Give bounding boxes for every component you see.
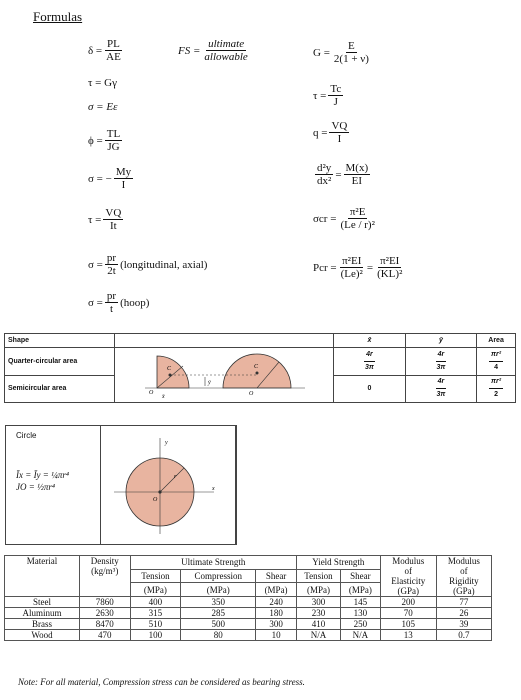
- page-title: Formulas: [33, 9, 83, 24]
- modulus-rigidity-value: 26: [436, 608, 491, 619]
- formula-flexure: σ = − $\frac{My}{I}$: [88, 166, 132, 191]
- svg-text:x̄: x̄: [162, 394, 165, 400]
- header-yield-tension: Tension: [296, 569, 340, 583]
- material-name: Aluminum: [5, 608, 80, 619]
- modulus-rigidity-value: 77: [436, 597, 491, 608]
- material-name: Steel: [5, 597, 80, 608]
- modulus-rigidity-value: 0.7: [436, 630, 491, 641]
- ultimate-compression-value: 500: [181, 619, 256, 630]
- ybar-quarter: $\frac{4r}{3\pi}$: [405, 348, 476, 376]
- yield-shear-value: 250: [341, 619, 381, 630]
- header-ultimate-strength: Ultimate Strength: [130, 556, 296, 570]
- svg-text:O: O: [249, 391, 254, 397]
- svg-text:O: O: [149, 390, 154, 396]
- ultimate-shear-value: 180: [256, 608, 297, 619]
- formula-factor-of-safety: FS = ultimate allowable: [178, 38, 248, 63]
- header-density: Density (kg/m³): [79, 556, 130, 597]
- header-ult-compression: Compression: [181, 569, 256, 583]
- circle-moment-of-inertia: Īx = Īy = ¼πr⁴: [16, 470, 70, 480]
- density-value: 8470: [79, 619, 130, 630]
- header-ybar: ȳ: [405, 334, 476, 348]
- ultimate-compression-value: 285: [181, 608, 256, 619]
- shape-name-semicircle: Semicircular area: [5, 375, 115, 403]
- svg-text:ȳ: ȳ: [208, 380, 211, 386]
- yield-tension-value: 230: [296, 608, 340, 619]
- formula-elastic-curve: $\frac{\text{d²y}}{\text{dx²}}$ = $\frac{M(x)}{EI}$: [317, 162, 369, 187]
- yield-shear-value: 130: [341, 608, 381, 619]
- formula-critical-stress: σcr = $\frac{\text{π²E}}{\text{(Le / r)²}}$: [313, 206, 375, 231]
- material-name: Brass: [5, 619, 80, 630]
- header-shape: Shape: [5, 334, 115, 348]
- modulus-elasticity-value: 70: [380, 608, 436, 619]
- header-ult-shear: Shear: [256, 569, 297, 583]
- unit-yield-tension: (MPa): [296, 583, 340, 597]
- yield-tension-value: 300: [296, 597, 340, 608]
- circle-polar-moment: JO = ½πr⁴: [16, 482, 55, 492]
- density-value: 2630: [79, 608, 130, 619]
- formula-torsion-stress: τ = $\frac{Tc}{J}$: [313, 83, 342, 108]
- shape-figure-cell: [115, 348, 334, 403]
- xbar-semicircle: 0: [334, 375, 405, 403]
- circle-box-divider: [100, 426, 101, 544]
- header-modulus-rigidity: Modulus of Rigidity (GPa): [436, 556, 491, 597]
- table-row: [5, 630, 492, 641]
- ultimate-shear-value: 10: [256, 630, 297, 641]
- density-value: 470: [79, 630, 130, 641]
- header-figure: [115, 334, 334, 348]
- unit-ult-shear: (MPa): [256, 583, 297, 597]
- table-row: [5, 597, 492, 608]
- modulus-elasticity-value: 13: [380, 630, 436, 641]
- formula-deformation: δ = $\frac{PL}{AE}$: [88, 38, 121, 63]
- modulus-elasticity-value: 105: [380, 619, 436, 630]
- formula-angle-of-twist: ϕ = $\frac{TL}{JG}$: [88, 128, 121, 153]
- shape-name-quarter: Quarter-circular area: [5, 348, 115, 376]
- formula-transverse-shear: τ = $\frac{VQ}{It}$: [88, 207, 122, 232]
- density-value: 7860: [79, 597, 130, 608]
- yield-shear-value: N/A: [341, 630, 381, 641]
- table-row: [5, 619, 492, 630]
- header-modulus-elasticity: Modulus of Elasticity (GPa): [380, 556, 436, 597]
- shape-properties-table: [4, 333, 516, 403]
- formula-hoop-stress: σ = $\frac{pr}{t}$ (hoop): [88, 290, 150, 315]
- yield-shear-value: 145: [341, 597, 381, 608]
- header-yield-shear: Shear: [341, 569, 381, 583]
- table-row: [5, 608, 492, 619]
- svg-text:x: x: [212, 486, 215, 492]
- formula-shear-strain: τ = Gγ: [88, 77, 117, 89]
- ultimate-compression-value: 80: [181, 630, 256, 641]
- ultimate-tension-value: 315: [130, 608, 181, 619]
- xbar-quarter: $\frac{4r}{3\pi}$: [334, 348, 405, 376]
- yield-tension-value: 410: [296, 619, 340, 630]
- header-material: Material: [5, 556, 80, 597]
- area-semicircle: $\frac{\text{πr²}}{2}$: [477, 375, 516, 403]
- svg-text:O: O: [153, 497, 158, 503]
- formula-shear-modulus: G = $\frac{E}{2(1 + \nu)}$: [313, 40, 369, 65]
- circle-diagram: [104, 434, 224, 538]
- header-ult-tension: Tension: [130, 569, 181, 583]
- materials-table: [4, 555, 492, 641]
- svg-text:C: C: [254, 364, 259, 370]
- formula-shear-flow: q = $\frac{VQ}{I}$: [313, 120, 348, 145]
- ybar-semicircle: $\frac{4r}{3\pi}$: [405, 375, 476, 403]
- ultimate-tension-value: 100: [130, 630, 181, 641]
- ultimate-compression-value: 350: [181, 597, 256, 608]
- circle-label: Circle: [16, 431, 37, 440]
- header-area: Area: [477, 334, 516, 348]
- modulus-elasticity-value: 200: [380, 597, 436, 608]
- ultimate-tension-value: 510: [130, 619, 181, 630]
- ultimate-shear-value: 240: [256, 597, 297, 608]
- unit-ult-tension: (MPa): [130, 583, 181, 597]
- circle-properties-box: [5, 425, 237, 545]
- svg-text:r: r: [174, 474, 177, 480]
- svg-text:C: C: [167, 366, 172, 372]
- formula-longitudinal-stress: σ = $\frac{pr}{2t}$ (longitudinal, axial): [88, 252, 208, 277]
- modulus-rigidity-value: 39: [436, 619, 491, 630]
- formula-critical-load: Pcr = $\frac{\text{π²EI}}{\text{(Le)²}}$ = $\frac{\text{π²EI}}{\text{(KL)²}}$: [313, 255, 403, 280]
- footnote: Note: For all material, Compression stress can be considered as bearing stress.: [18, 677, 305, 687]
- header-xbar: x̄: [334, 334, 405, 348]
- ultimate-tension-value: 400: [130, 597, 181, 608]
- quarter-semicircle-diagram: [115, 348, 333, 400]
- area-quarter: $\frac{\text{πr²}}{4}$: [477, 348, 516, 376]
- unit-ult-compression: (MPa): [181, 583, 256, 597]
- unit-yield-shear: (MPa): [341, 583, 381, 597]
- formula-hookes-law: σ = Eε: [88, 101, 118, 113]
- yield-tension-value: N/A: [296, 630, 340, 641]
- header-yield-strength: Yield Strength: [296, 556, 380, 570]
- ultimate-shear-value: 300: [256, 619, 297, 630]
- svg-text:y: y: [165, 440, 168, 446]
- material-name: Wood: [5, 630, 80, 641]
